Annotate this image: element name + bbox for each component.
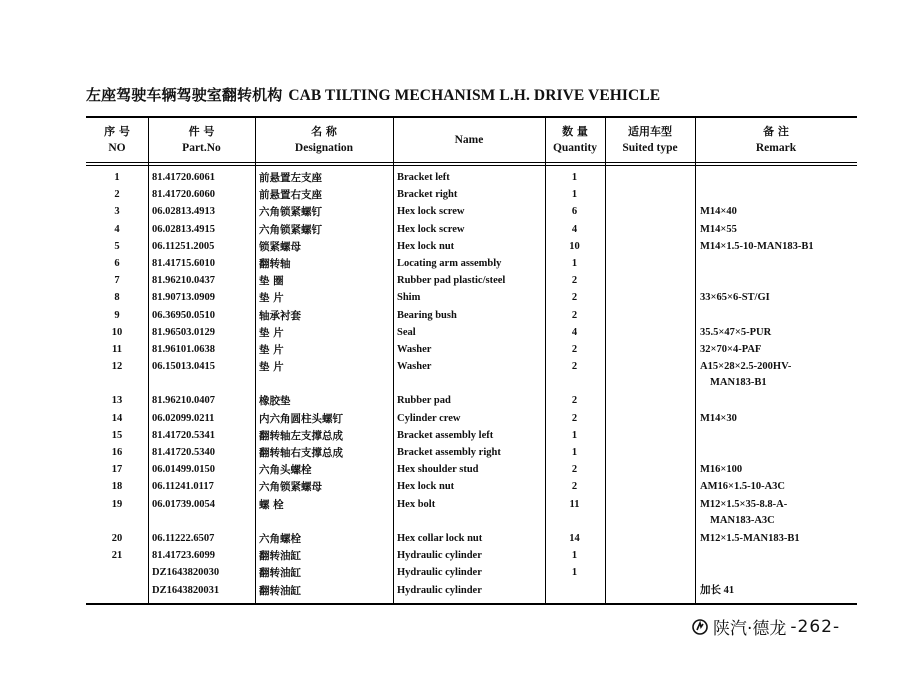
row-quantity: 2	[571, 361, 578, 373]
table-bottom-rule	[86, 603, 857, 605]
row-part-no: DZ1643820031	[152, 584, 220, 596]
row-designation: 六角锁紧螺钉	[259, 206, 322, 219]
row-name: Rubber pad	[397, 395, 451, 407]
table-row	[86, 530, 857, 547]
row-no: 16	[111, 447, 123, 459]
row-part-no: 81.90713.0909	[152, 292, 215, 304]
row-part-no: 06.01499.0150	[152, 464, 215, 476]
row-quantity: 2	[571, 275, 578, 287]
header-no: 序 号 NO	[104, 125, 130, 154]
row-quantity: 1	[571, 567, 578, 579]
table-row	[86, 358, 857, 392]
table-row	[86, 410, 857, 427]
row-designation: 翻转轴左支撑总成	[259, 429, 343, 442]
row-name: Hex collar lock nut	[397, 532, 483, 544]
remark-line: M12×1.5-MAN183-B1	[700, 532, 800, 544]
row-part-no: 06.11251.2005	[152, 240, 215, 252]
header-rule-2	[86, 165, 857, 166]
row-name: Locating arm assembly	[397, 257, 502, 269]
row-name: Hydraulic cylinder	[397, 550, 482, 562]
row-name: Shim	[397, 292, 421, 304]
row-quantity: 10	[569, 240, 580, 252]
remark-line: A15×28×2.5-200HV-	[700, 361, 792, 373]
remark-line: M14×1.5-10-MAN183-B1	[700, 240, 814, 252]
table-row	[86, 496, 857, 530]
row-remark	[700, 359, 850, 391]
row-quantity: 6	[571, 206, 578, 218]
header-name: Name	[454, 133, 484, 146]
row-quantity: 4	[571, 223, 578, 235]
table-row	[86, 272, 857, 289]
row-part-no: 81.96101.0638	[152, 343, 215, 355]
row-remark	[700, 239, 850, 255]
row-part-no: 06.02813.4913	[152, 206, 215, 218]
row-remark	[700, 497, 850, 529]
header-designation: 名 称 Designation	[294, 125, 354, 154]
row-name: Seal	[397, 326, 416, 338]
table-top-rule	[86, 116, 857, 118]
row-designation: 翻转油缸	[259, 550, 301, 563]
row-no: 12	[111, 361, 123, 373]
table-row	[86, 186, 857, 203]
row-quantity: 2	[571, 343, 578, 355]
row-designation: 翻转油缸	[259, 584, 301, 597]
row-remark	[700, 204, 850, 220]
row-quantity: 2	[571, 309, 578, 321]
row-name: Cylinder crew	[397, 412, 461, 424]
row-remark	[700, 479, 850, 495]
row-name: Hex lock nut	[397, 481, 455, 493]
row-name: Hex shoulder stud	[397, 464, 479, 476]
table-row	[86, 392, 857, 409]
row-name: Hydraulic cylinder	[397, 567, 482, 579]
table-row	[86, 289, 857, 306]
table-row	[86, 478, 857, 495]
table-row	[86, 324, 857, 341]
row-quantity: 2	[571, 481, 578, 493]
row-part-no: 06.11241.0117	[152, 481, 214, 493]
row-part-no: 06.01739.0054	[152, 498, 215, 510]
row-part-no: 81.41720.6060	[152, 189, 215, 201]
table-row	[86, 221, 857, 238]
row-name: Bracket assembly left	[397, 429, 494, 441]
row-quantity: 11	[569, 498, 580, 510]
row-designation: 六角头螺栓	[259, 464, 312, 477]
header-rule-1	[86, 162, 857, 163]
row-no: 20	[111, 532, 123, 544]
row-name: Hex lock screw	[397, 223, 465, 235]
title-en: CAB TILTING MECHANISM L.H. DRIVE VEHICLE	[288, 87, 661, 104]
row-no: 13	[111, 395, 123, 407]
row-designation: 六角螺栓	[259, 532, 301, 545]
row-remark	[700, 583, 850, 599]
header-remark: 备 注 Remark	[755, 125, 797, 154]
row-name: Hex bolt	[397, 498, 436, 510]
table-row	[86, 255, 857, 272]
row-part-no: 06.02813.4915	[152, 223, 215, 235]
page-footer	[692, 614, 840, 639]
remark-line: MAN183-B1	[710, 377, 767, 389]
row-name: Bearing bush	[397, 309, 457, 321]
remark-line: 35.5×47×5-PUR	[700, 326, 772, 338]
row-quantity: 1	[571, 189, 578, 201]
row-no: 17	[111, 464, 123, 476]
remark-line: AM16×1.5-10-A3C	[700, 481, 786, 493]
row-no: 8	[114, 292, 120, 304]
row-remark	[700, 342, 850, 358]
table-row	[86, 444, 857, 461]
row-designation: 翻转轴右支撑总成	[259, 447, 343, 460]
row-designation: 锁紧螺母	[259, 240, 301, 253]
row-part-no: DZ1643820030	[152, 567, 220, 579]
row-name: Washer	[397, 361, 432, 373]
row-designation: 螺 栓	[259, 498, 284, 511]
remark-line: 33×65×6-ST/GI	[700, 292, 770, 304]
row-quantity: 1	[571, 550, 578, 562]
row-remark	[700, 290, 850, 306]
row-remark	[700, 531, 850, 547]
row-quantity: 1	[571, 257, 578, 269]
row-name: Hex lock nut	[397, 240, 455, 252]
row-part-no: 81.96210.0437	[152, 275, 215, 287]
row-part-no: 81.41720.5341	[152, 429, 215, 441]
row-part-no: 06.11222.6507	[152, 532, 215, 544]
row-remark	[700, 462, 850, 478]
table-row	[86, 307, 857, 324]
row-no: 19	[111, 498, 123, 510]
row-remark	[700, 222, 850, 238]
table-row	[86, 238, 857, 255]
row-name: Hex lock screw	[397, 206, 465, 218]
row-no: 18	[111, 481, 123, 493]
page-number: -262-	[790, 616, 841, 637]
row-quantity: 2	[571, 412, 578, 424]
row-designation: 内六角圆柱头螺钉	[259, 412, 343, 425]
table-row	[86, 564, 857, 581]
row-part-no: 81.41723.6099	[152, 550, 215, 562]
row-designation: 垫 圈	[259, 275, 284, 288]
row-designation: 前悬置左支座	[259, 172, 322, 184]
row-part-no: 06.36950.0510	[152, 309, 215, 321]
row-designation: 六角锁紧螺母	[259, 481, 322, 494]
row-no: 6	[114, 257, 120, 269]
row-no: 14	[111, 412, 123, 424]
remark-line: M14×40	[700, 206, 737, 218]
row-no: 21	[111, 550, 123, 562]
table-row	[86, 341, 857, 358]
row-designation: 垫 片	[259, 326, 284, 339]
row-part-no: 81.96503.0129	[152, 326, 215, 338]
row-quantity: 1	[571, 172, 578, 183]
row-no: 3	[114, 206, 120, 218]
remark-line: M14×30	[700, 412, 737, 424]
parts-table-body	[86, 169, 857, 599]
remark-line: M16×100	[700, 464, 743, 476]
table-row	[86, 169, 857, 186]
row-no: 4	[114, 223, 120, 235]
row-quantity: 2	[571, 292, 578, 304]
shacman-logo-icon	[692, 619, 708, 635]
row-no: 1	[114, 172, 120, 183]
row-no: 11	[112, 343, 122, 355]
row-no: 5	[114, 240, 120, 252]
row-no: 15	[111, 429, 123, 441]
row-no: 7	[114, 275, 120, 287]
row-part-no: 06.15013.0415	[152, 361, 215, 373]
row-name: Hydraulic cylinder	[397, 584, 482, 596]
row-part-no: 81.96210.0407	[152, 395, 215, 407]
row-name: Rubber pad plastic/steel	[397, 275, 506, 287]
row-quantity: 2	[571, 395, 578, 407]
row-designation: 橡胶垫	[259, 395, 291, 408]
row-quantity: 4	[571, 326, 578, 338]
header-quantity: 数 量 Quantity	[552, 125, 598, 154]
row-designation: 翻转轴	[259, 257, 291, 270]
row-designation: 翻转油缸	[259, 567, 301, 580]
row-remark	[700, 411, 850, 427]
row-name: Washer	[397, 343, 432, 355]
brand-name: 陕汽·德龙	[713, 619, 787, 639]
table-row	[86, 461, 857, 478]
row-quantity: 1	[571, 429, 578, 441]
table-row	[86, 203, 857, 220]
header-part-no: 件 号 Part.No	[182, 125, 221, 154]
row-name: Bracket right	[397, 189, 458, 201]
remark-line: M14×55	[700, 223, 737, 235]
table-row	[86, 582, 857, 599]
remark-line: 32×70×4-PAF	[700, 343, 762, 355]
page-title	[86, 84, 660, 105]
row-no: 9	[114, 309, 120, 321]
row-remark	[700, 325, 850, 341]
row-quantity: 2	[571, 464, 578, 476]
table-row	[86, 547, 857, 564]
row-name: Bracket left	[397, 172, 450, 183]
remark-line: MAN183-A3C	[710, 514, 775, 526]
row-no: 2	[114, 189, 120, 201]
row-quantity: 1	[571, 447, 578, 459]
table-row	[86, 427, 857, 444]
row-no: 10	[111, 326, 123, 338]
row-designation: 轴承衬套	[259, 309, 301, 322]
row-part-no: 81.41715.6010	[152, 257, 215, 269]
row-part-no: 81.41720.5340	[152, 447, 215, 459]
row-designation: 六角锁紧螺钉	[259, 223, 322, 236]
row-quantity: 14	[569, 532, 580, 544]
row-designation: 垫 片	[259, 361, 284, 374]
title-cn: 左座驾驶车辆驾驶室翻转机构	[86, 86, 283, 104]
remark-line: M12×1.5×35-8.8-A-	[700, 498, 788, 510]
remark-line: 加长 41	[700, 584, 735, 596]
row-designation: 前悬置右支座	[259, 189, 322, 202]
row-part-no: 81.41720.6061	[152, 172, 215, 183]
row-designation: 垫 片	[259, 292, 284, 305]
row-part-no: 06.02099.0211	[152, 412, 215, 424]
row-designation: 垫 片	[259, 343, 284, 356]
row-name: Bracket assembly right	[397, 447, 501, 459]
header-suited-type: 适用车型 Suited type	[622, 125, 678, 154]
